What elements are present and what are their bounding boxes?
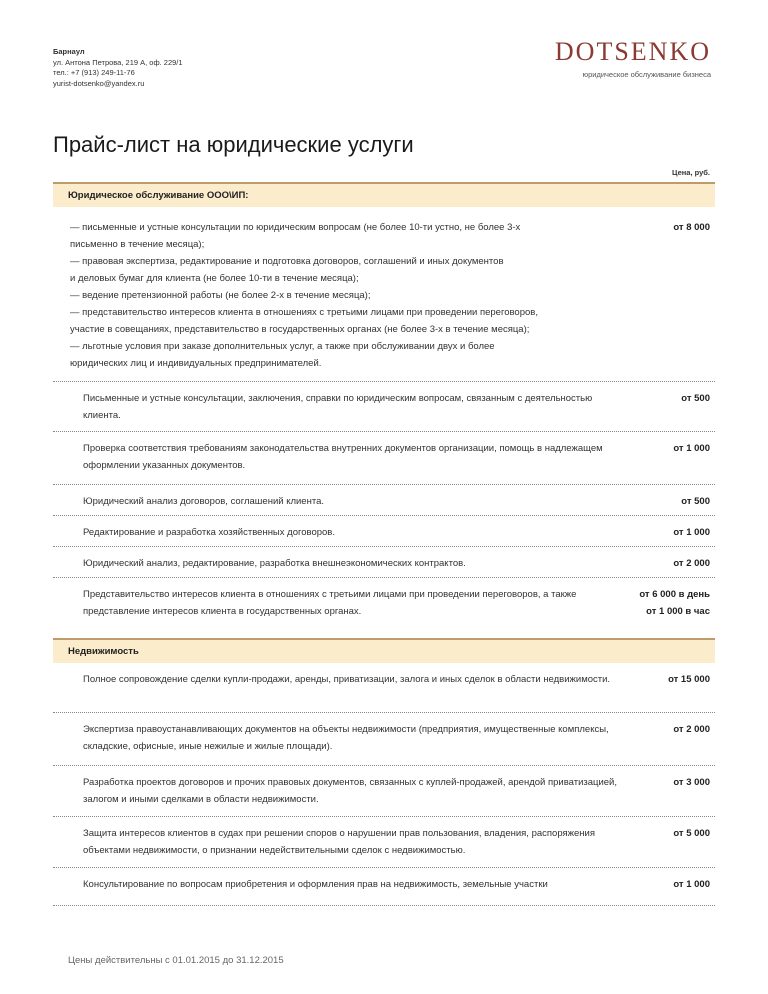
- price-row: [53, 817, 715, 868]
- price-row: [53, 713, 715, 766]
- section-title: Юридическое обслуживание ООО\ИП:: [68, 190, 249, 201]
- price: от 2 000: [673, 724, 710, 735]
- price: от 3 000: [673, 777, 710, 788]
- bullet-list-legal: [53, 219, 715, 382]
- bullet-line: — правовая экспертиза, редактирование и подготовка договоров, соглашений и иных документов: [70, 256, 504, 267]
- section-title: Недвижимость: [68, 646, 139, 657]
- price-per-day: от 6 000 в день: [639, 589, 710, 600]
- price-row: [53, 382, 715, 432]
- service-description: Письменные и устные консультации, заключения, справки по юридическим вопросам, связанным с деятельностью клиента.: [83, 393, 593, 421]
- price: от 8 000: [673, 222, 710, 233]
- service-description: Представительство интересов клиента в отношениях с третьими лицами при проведении переговоров, а также представление интересов клиента в государственных органах.: [83, 589, 577, 617]
- logo-tagline: юридическое обслуживание бизнеса: [582, 70, 711, 79]
- validity-note: Цены действительны с 01.01.2015 до 31.12.2015: [68, 955, 284, 966]
- service-description: Консультирование по вопросам приобретения и оформления прав на недвижимость, земельные участки: [83, 879, 548, 890]
- price-group: [639, 586, 710, 620]
- bullet-line: — ведение претензионной работы (не более 2-х в течение месяца);: [70, 290, 371, 301]
- price: от 500: [681, 393, 710, 404]
- price-row: [53, 516, 715, 547]
- price: от 2 000: [673, 558, 710, 569]
- price-row: [53, 432, 715, 485]
- price-row: [53, 485, 715, 516]
- bullet-line: письменно в течение месяца);: [70, 239, 205, 250]
- phone: тел.: +7 (913) 249-11-76: [53, 68, 135, 77]
- address: ул. Антона Петрова, 219 А, оф. 229/1: [53, 57, 183, 67]
- service-description: Редактирование и разработка хозяйственных договоров.: [83, 527, 335, 538]
- service-description: Экспертиза правоустанавливающих документов на объекты недвижимости (предприятия, имущественные комплексы, складские, офисные, иные нежилые и жилые площади).: [83, 724, 609, 752]
- section-header-real-estate: [53, 638, 715, 663]
- bullet-line: — представительство интересов клиента в отношениях с третьими лицами при проведении переговоров,: [70, 307, 538, 318]
- service-description: Защита интересов клиентов в судах при решении споров о нарушении прав пользования, владения, распоряжения объектами недвижимости, о признании недействительными сделок с недвижимостью.: [83, 828, 595, 856]
- service-description: Юридический анализ, редактирование, разработка внешнеэкономических контрактов.: [83, 558, 466, 569]
- service-description: Разработка проектов договоров и прочих правовых документов, связанных с куплей-продажей, арендой приватизацией, залогом и иными сделками в области недвижимости.: [83, 777, 618, 805]
- price-column-header: Цена, руб.: [672, 168, 710, 177]
- page-title: Прайс-лист на юридические услуги: [53, 132, 414, 157]
- bullet-lines: [70, 219, 538, 372]
- price-row: [53, 663, 715, 713]
- service-description: Полное сопровождение сделки купли-продажи, аренды, приватизации, залога и иных сделок в области недвижимости.: [83, 674, 611, 685]
- price-row: [53, 868, 715, 906]
- price-row: [53, 578, 715, 630]
- bullet-line: участие в совещаниях, представительство в государственных органах (не более 3-х в течение месяца);: [70, 324, 530, 335]
- bullet-line: юридических лиц и индивидуальных предпринимателей.: [70, 358, 322, 369]
- price: от 5 000: [673, 828, 710, 839]
- price: от 15 000: [668, 674, 710, 685]
- email: yurist-dotsenko@yandex.ru: [53, 78, 145, 88]
- bullet-line: — льготные условия при заказе дополнительных услуг, а также при обслуживании двух и более: [70, 341, 495, 352]
- price-per-hour: от 1 000 в час: [646, 606, 710, 617]
- service-description: Проверка соответствия требованиям законодательства внутренних документов организации, помощь в надлежащем оформлении указанных документов.: [83, 443, 603, 471]
- city: Барнаул: [53, 47, 85, 56]
- price: от 1 000: [673, 443, 710, 454]
- section-header-legal: [53, 182, 715, 207]
- price-row: [53, 766, 715, 817]
- logo: [555, 38, 711, 79]
- price: от 1 000: [673, 527, 710, 538]
- service-description: Юридический анализ договоров, соглашений клиента.: [83, 496, 325, 507]
- bullet-line: и деловых бумаг для клиента (не более 10-ти в течение месяца);: [70, 273, 359, 284]
- bullet-line: — письменные и устные консультации по юридическим вопросам (не более 10-ти устно, не более 3-х: [70, 222, 521, 233]
- price: от 500: [681, 496, 710, 507]
- logo-name: DOTSENKO: [554, 37, 711, 66]
- price: от 1 000: [673, 879, 710, 890]
- price-row: [53, 547, 715, 578]
- contact-block: [53, 47, 183, 89]
